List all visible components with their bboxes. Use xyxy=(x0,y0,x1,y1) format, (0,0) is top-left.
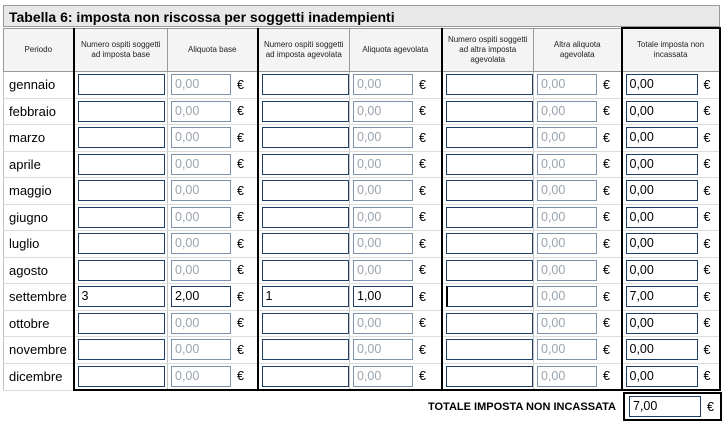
num-base-input[interactable] xyxy=(78,260,165,281)
euro-symbol: € xyxy=(707,399,714,414)
tax-table xyxy=(3,27,721,391)
aliquota-agevolata-input[interactable]: 0,00 xyxy=(353,101,413,122)
euro-symbol: € xyxy=(419,236,426,251)
totale-field[interactable]: 0,00 xyxy=(626,260,698,281)
altra-aliquota-input[interactable]: 0,00 xyxy=(537,154,597,175)
header-aliquota-agevolata: Aliquota agevolata xyxy=(350,28,442,72)
euro-symbol: € xyxy=(603,263,610,278)
euro-symbol: € xyxy=(237,316,244,331)
aliquota-agevolata-input[interactable]: 0,00 xyxy=(353,313,413,334)
num-altra-input[interactable] xyxy=(446,154,533,175)
grand-total-row xyxy=(3,391,722,421)
euro-symbol: € xyxy=(603,77,610,92)
euro-symbol: € xyxy=(703,289,711,304)
totale-field[interactable]: 0,00 xyxy=(626,180,698,201)
euro-symbol: € xyxy=(237,236,244,251)
grand-total-box xyxy=(623,392,722,421)
totale-field[interactable]: 0,00 xyxy=(626,339,698,360)
num-agevolata-input[interactable] xyxy=(262,207,349,228)
aliquota-base-input[interactable]: 0,00 xyxy=(171,233,231,254)
num-base-input[interactable] xyxy=(78,339,165,360)
euro-symbol: € xyxy=(703,263,711,278)
table-row-giugno xyxy=(4,204,720,231)
num-agevolata-input[interactable] xyxy=(262,313,349,334)
totale-field[interactable]: 0,00 xyxy=(626,313,698,334)
aliquota-agevolata-input[interactable]: 0,00 xyxy=(353,154,413,175)
num-altra-input[interactable] xyxy=(446,101,533,122)
aliquota-base-input[interactable]: 0,00 xyxy=(171,180,231,201)
header-periodo: Periodo xyxy=(4,28,74,72)
aliquota-base-input[interactable]: 0,00 xyxy=(171,339,231,360)
euro-symbol: € xyxy=(603,369,610,384)
aliquota-base-input[interactable]: 0,00 xyxy=(171,74,231,95)
euro-symbol: € xyxy=(603,316,610,331)
euro-symbol: € xyxy=(237,289,244,304)
euro-symbol: € xyxy=(237,342,244,357)
aliquota-base-input[interactable]: 0,00 xyxy=(171,207,231,228)
aliquota-agevolata-input[interactable]: 0,00 xyxy=(353,233,413,254)
table-row-settembre xyxy=(4,284,720,311)
num-altra-input[interactable] xyxy=(446,207,533,228)
euro-symbol: € xyxy=(603,342,610,357)
num-base-input[interactable] xyxy=(78,313,165,334)
month-label: agosto xyxy=(4,257,74,284)
month-label: aprile xyxy=(4,151,74,178)
altra-aliquota-input[interactable]: 0,00 xyxy=(537,313,597,334)
num-agevolata-input[interactable] xyxy=(262,180,349,201)
num-altra-input[interactable] xyxy=(446,233,533,254)
euro-symbol: € xyxy=(419,130,426,145)
header-aliquota-base: Aliquota base xyxy=(168,28,258,72)
num-base-input[interactable] xyxy=(78,233,165,254)
euro-symbol: € xyxy=(419,263,426,278)
euro-symbol: € xyxy=(603,183,610,198)
num-altra-input[interactable] xyxy=(446,180,533,201)
num-agevolata-input[interactable] xyxy=(262,339,349,360)
euro-symbol: € xyxy=(703,77,711,92)
altra-aliquota-input[interactable]: 0,00 xyxy=(537,233,597,254)
euro-symbol: € xyxy=(703,369,711,384)
num-altra-input[interactable] xyxy=(446,260,533,281)
euro-symbol: € xyxy=(419,77,426,92)
num-altra-input[interactable] xyxy=(446,74,533,95)
num-base-input[interactable] xyxy=(78,366,165,387)
euro-symbol: € xyxy=(237,130,244,145)
totale-field[interactable]: 0,00 xyxy=(626,366,698,387)
altra-aliquota-input[interactable]: 0,00 xyxy=(537,260,597,281)
month-label: giugno xyxy=(4,204,74,231)
num-altra-input[interactable] xyxy=(446,339,533,360)
header-row xyxy=(4,28,720,72)
euro-symbol: € xyxy=(603,104,610,119)
month-label: febbraio xyxy=(4,98,74,125)
aliquota-base-input[interactable]: 0,00 xyxy=(171,366,231,387)
num-base-input[interactable] xyxy=(78,154,165,175)
totale-field[interactable]: 0,00 xyxy=(626,101,698,122)
table-row-luglio xyxy=(4,231,720,258)
euro-symbol: € xyxy=(603,157,610,172)
euro-symbol: € xyxy=(419,369,426,384)
header-totale: Totale imposta non incassata xyxy=(622,28,720,72)
euro-symbol: € xyxy=(703,210,711,225)
aliquota-base-input[interactable]: 0,00 xyxy=(171,127,231,148)
aliquota-agevolata-input[interactable]: 0,00 xyxy=(353,180,413,201)
grand-total-field[interactable]: 7,00 xyxy=(629,396,701,417)
totale-field[interactable]: 0,00 xyxy=(626,233,698,254)
num-base-input[interactable] xyxy=(78,180,165,201)
altra-aliquota-input[interactable]: 0,00 xyxy=(537,339,597,360)
euro-symbol: € xyxy=(237,183,244,198)
altra-aliquota-input[interactable]: 0,00 xyxy=(537,366,597,387)
num-base-input[interactable] xyxy=(78,207,165,228)
month-label: novembre xyxy=(4,337,74,364)
num-base-input[interactable] xyxy=(78,74,165,95)
euro-symbol: € xyxy=(603,210,610,225)
aliquota-agevolata-input[interactable]: 0,00 xyxy=(353,339,413,360)
num-altra-input[interactable] xyxy=(446,127,533,148)
aliquota-agevolata-input[interactable]: 0,00 xyxy=(353,366,413,387)
month-label: settembre xyxy=(4,284,74,311)
totale-field[interactable]: 0,00 xyxy=(626,74,698,95)
euro-symbol: € xyxy=(603,130,610,145)
num-altra-input[interactable] xyxy=(446,286,533,307)
num-agevolata-input[interactable] xyxy=(262,366,349,387)
euro-symbol: € xyxy=(703,316,711,331)
header-num-altra: Numero ospiti soggetti ad altra imposta agevolata xyxy=(442,28,534,72)
euro-symbol: € xyxy=(419,210,426,225)
aliquota-base-input[interactable]: 0,00 xyxy=(171,154,231,175)
totale-field[interactable]: 0,00 xyxy=(626,127,698,148)
euro-symbol: € xyxy=(419,342,426,357)
euro-symbol: € xyxy=(237,369,244,384)
month-label: maggio xyxy=(4,178,74,205)
altra-aliquota-input[interactable]: 0,00 xyxy=(537,127,597,148)
euro-symbol: € xyxy=(237,263,244,278)
month-label: marzo xyxy=(4,125,74,152)
euro-symbol: € xyxy=(703,157,711,172)
aliquota-agevolata-input[interactable]: 0,00 xyxy=(353,207,413,228)
totale-field[interactable]: 0,00 xyxy=(626,154,698,175)
altra-aliquota-input[interactable]: 0,00 xyxy=(537,101,597,122)
altra-aliquota-input[interactable]: 0,00 xyxy=(537,207,597,228)
table-row-aprile xyxy=(4,151,720,178)
table-row-dicembre xyxy=(4,363,720,390)
totale-field[interactable]: 0,00 xyxy=(626,207,698,228)
aliquota-agevolata-input[interactable]: 0,00 xyxy=(353,260,413,281)
aliquota-base-input[interactable]: 0,00 xyxy=(171,101,231,122)
num-base-input[interactable] xyxy=(78,101,165,122)
aliquota-base-input[interactable]: 0,00 xyxy=(171,260,231,281)
num-base-input[interactable] xyxy=(78,127,165,148)
euro-symbol: € xyxy=(237,157,244,172)
num-agevolata-input[interactable]: 1 xyxy=(262,286,349,307)
altra-aliquota-input[interactable]: 0,00 xyxy=(537,74,597,95)
num-agevolata-input[interactable] xyxy=(262,260,349,281)
euro-symbol: € xyxy=(237,77,244,92)
totale-field[interactable]: 7,00 xyxy=(626,286,698,307)
euro-symbol: € xyxy=(603,236,610,251)
table-row-agosto xyxy=(4,257,720,284)
month-label: ottobre xyxy=(4,310,74,337)
altra-aliquota-input[interactable]: 0,00 xyxy=(537,180,597,201)
aliquota-base-input[interactable]: 0,00 xyxy=(171,313,231,334)
num-agevolata-input[interactable] xyxy=(262,74,349,95)
euro-symbol: € xyxy=(419,316,426,331)
num-agevolata-input[interactable] xyxy=(262,233,349,254)
table-row-gennaio xyxy=(4,72,720,99)
euro-symbol: € xyxy=(237,104,244,119)
header-num-base: Numero ospiti soggetti ad imposta base xyxy=(74,28,168,72)
euro-symbol: € xyxy=(603,289,610,304)
month-label: gennaio xyxy=(4,72,74,99)
altra-aliquota-input[interactable]: 0,00 xyxy=(537,286,597,307)
euro-symbol: € xyxy=(237,210,244,225)
table-title: Tabella 6: imposta non riscossa per soggetti inadempienti xyxy=(3,5,720,27)
aliquota-agevolata-input[interactable]: 0,00 xyxy=(353,127,413,148)
num-altra-input[interactable] xyxy=(446,313,533,334)
aliquota-agevolata-input[interactable]: 1,00 xyxy=(353,286,413,307)
table-row-ottobre xyxy=(4,310,720,337)
header-num-agevolata: Numero ospiti soggetti ad imposta agevolata xyxy=(258,28,350,72)
num-altra-input[interactable] xyxy=(446,366,533,387)
num-agevolata-input[interactable] xyxy=(262,127,349,148)
num-base-input[interactable]: 3 xyxy=(78,286,165,307)
euro-symbol: € xyxy=(703,130,711,145)
month-label: luglio xyxy=(4,231,74,258)
table-row-maggio xyxy=(4,178,720,205)
euro-symbol: € xyxy=(419,183,426,198)
euro-symbol: € xyxy=(703,104,711,119)
header-altra-aliquota: Altra aliquota agevolata xyxy=(534,28,622,72)
grand-total-label: TOTALE IMPOSTA NON INCASSATA xyxy=(427,401,616,413)
table-row-marzo xyxy=(4,125,720,152)
num-agevolata-input[interactable] xyxy=(262,101,349,122)
aliquota-agevolata-input[interactable]: 0,00 xyxy=(353,74,413,95)
table-row-novembre xyxy=(4,337,720,364)
euro-symbol: € xyxy=(703,236,711,251)
month-label: dicembre xyxy=(4,363,74,390)
euro-symbol: € xyxy=(419,104,426,119)
euro-symbol: € xyxy=(419,289,426,304)
euro-symbol: € xyxy=(703,342,711,357)
aliquota-base-input[interactable]: 2,00 xyxy=(171,286,231,307)
table-row-febbraio xyxy=(4,98,720,125)
num-agevolata-input[interactable] xyxy=(262,154,349,175)
euro-symbol: € xyxy=(419,157,426,172)
euro-symbol: € xyxy=(703,183,711,198)
